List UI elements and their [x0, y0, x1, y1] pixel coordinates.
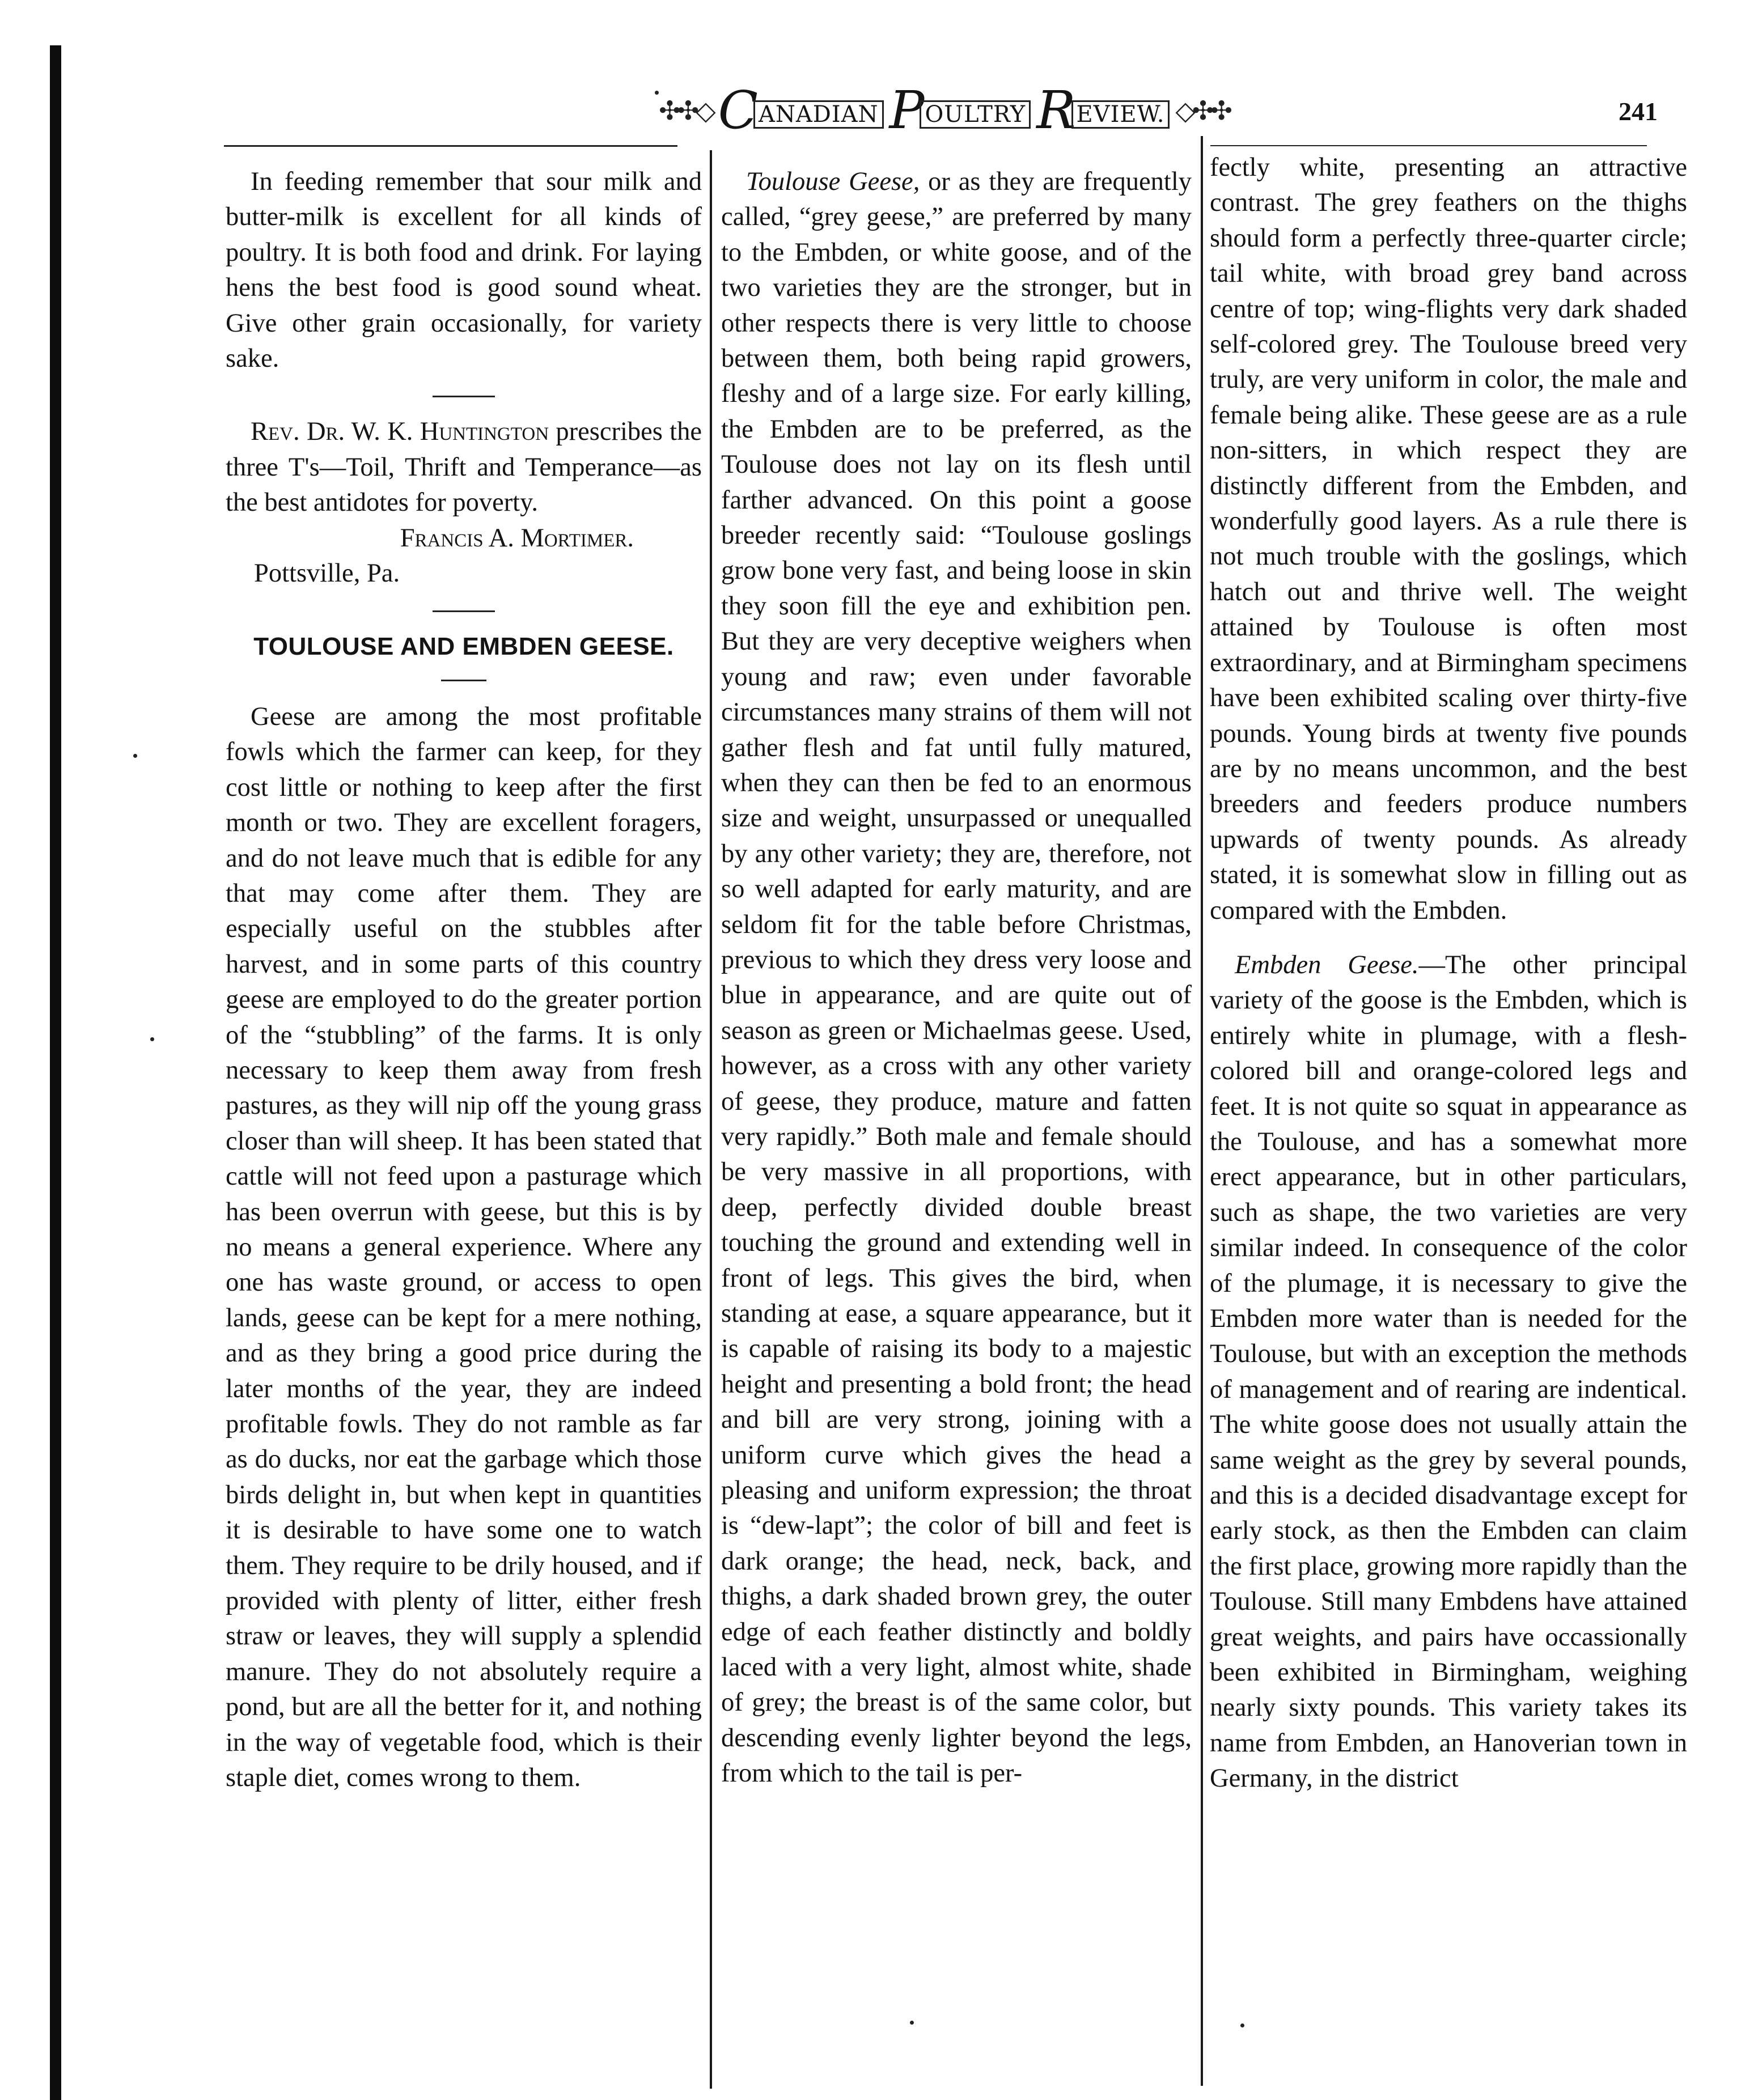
column-2: [721, 164, 1192, 1792]
separator-rule: [441, 680, 486, 681]
ink-speck: [910, 2021, 914, 2025]
paragraph-toulouse-continued: fectly white, presenting an attractive contrast. The grey feathers on the thighs should form a perfectly three-quarter circle; tail white, with broad grey band across centre of top; wing-flights very dark shaded self-colored grey. The Toulouse breed very truly, are very uniform in color, the male and female being alike. These geese are as a rule non-sitters, in which respect they are distinctly different from the Embden, and wonderfully good layers. As a rule there is not much trouble with the goslings, which hatch out and thrive well. The weight attained by Toulouse is often most extraordinary, and at Birmingham specimens have been exhibited scaling over thirty-five pounds. Young birds at twenty five pounds are by no means uncommon, and the best breeders and feeders produce numbers upwards of twenty pounds. As already stated, it is somewhat slow in filling out as compared with the Embden.: [1210, 153, 1687, 925]
ink-speck: [133, 754, 137, 758]
page-binding-edge: [50, 45, 61, 2100]
signature-place: Pottsville, Pa.: [254, 559, 400, 588]
signature-name: Francis A. Mortimer.: [400, 523, 634, 553]
page-number: 241: [1619, 97, 1658, 126]
header-rule-left: [224, 145, 677, 147]
header-rule-right: [1210, 145, 1647, 146]
ink-speck: [1240, 2023, 1244, 2027]
masthead-word-canadian: C ANADIAN: [718, 84, 884, 137]
run-in-heading: Toulouse Geese,: [746, 167, 920, 196]
separator-rule: [433, 610, 495, 612]
person-name: Rev. Dr. W. K. Huntington: [251, 417, 549, 447]
run-in-heading: Embden Geese.: [1235, 950, 1419, 979]
paragraph-toulouse-geese: Toulouse Geese, or as they are frequently called, “grey geese,” are preferred by many to the Embden, or white goose, and of the two varieties they are the stronger, but in other respects there is very little to choose between them, both being rapid growers, fleshy and of a large size. For early killing, the Embden are to be preferred, as the Toulouse does not lay on its flesh until farther advanced. On this point a goose breeder recently said: “Toulouse goslings grow bone very fast, and being loose in skin they soon fill the eye and exhibition pen. But they are very deceptive weighers when young and raw; even under favorable circumstances many strains of them will not gather flesh and fat until fully matured, when they can then be fed to an enormous size and weight, unsurpassed or unequalled by any other variety; they are, therefore, not so well adapted for early maturity, and are seldom fit for the table before Christmas, previous to which they dress very loose and blue in appearance, and are quite out of season as green or Michaelmas geese. Used, however, as a cross with any other variety of geese, they produce, mature and fatten very rapidly.” Both male and female should be very massive in all proportions, with deep, perfectly divided double breast touching the ground and extending well in front of legs. This gives the bird, when standing at ease, a square appearance, but it is capable of raising its body to a majestic height and presenting a bold front; the head and bill are very strong, joining with a uniform curve which gives the head a pleasing and uniform expression; the throat is “dew-lapt”; the color of bill and feet is dark orange; the head, neck, back, and thighs, a dark shaded brown grey, the outer edge of each feather distinctly and boldly laced with a very light, almost white, shade of grey; the breast is of the same color, but descending evenly lighter beyond the legs, from which to the tail is per-: [721, 167, 1192, 1788]
article-heading: TOULOUSE AND EMBDEN GEESE.: [253, 633, 674, 661]
column-divider-2: [1201, 136, 1203, 2086]
ink-speck: [150, 1037, 154, 1041]
ornament-left-icon: ✣✣◇: [659, 95, 713, 126]
paragraph-sour-milk: In feeding remember that sour milk and butter-milk is excellent for all kinds of poultry. It is both food and drink. For laying hens the best food is good sound wheat. Give other grain occasionally, for variety sake.: [226, 167, 702, 374]
paragraph-huntington: Rev. Dr. W. K. Huntington prescribes the three T's—Toil, Thrift and Temperance—as the best antidotes for poverty.: [226, 417, 702, 517]
separator-rule: [433, 396, 495, 397]
masthead: [659, 79, 1229, 142]
ink-speck: [655, 91, 659, 95]
paragraph-geese-profitable: Geese are among the most profitable fowls which the farmer can keep, for they cost little or nothing to keep after the first month or two. They are excellent foragers, and do not leave much that is edible for any that may come after them. They are especially useful on the stubbles after harvest, and in some parts of this country geese are employed to do the greater portion of the “stubbling” of the farms. It is only necessary to keep them away from fresh pastures, as they will nip off the young grass closer than will sheep. It has been stated that cattle will not feed upon a pasturage which has been overrun with geese, but this is by no means a general experience. Where any one has waste ground, or access to open lands, geese can be kept for a mere nothing, and as they bring a good price during the later months of the year, they are indeed profitable fowls. They do not ramble as far as do ducks, nor eat the garbage which those birds delight in, but when kept in quantities it is desirable to have some one to watch them. They require to be drily housed, and if provided with plenty of litter, either fresh straw or leaves, they will supply a splendid manure. They do not absolutely require a pond, but are all the better for it, and nothing in the way of vegetable food, which is their staple diet, comes wrong to them.: [226, 702, 702, 1793]
column-divider-1: [710, 150, 712, 2089]
ornament-right-icon: ◇✣✣: [1175, 95, 1229, 126]
paragraph-embden-geese: Embden Geese.—The other principal variety of the goose is the Embden, which is entirely white in plumage, with a flesh-colored bill and orange-colored legs and feet. It is not quite so squat in appearance as the Toulouse, and has a somewhat more erect appearance, but in other particulars, such as shape, the two varieties are very similar indeed. In consequence of the color of the plumage, it is necessary to give the Embden more water than is needed for the Toulouse, but with an exception the methods of management and of rearing are indentical. The white goose does not usually attain the same weight as the grey by several pounds, and this is a decided disadvantage except for early stock, as then the Embden can claim the first place, growing more rapidly than the Toulouse. Still many Embdens have attained great weights, and pairs have occassionally been exhibited in Birmingham, weighing nearly sixty pounds. This variety takes its name from Embden, an Hanoverian town in Germany, in the district: [1210, 950, 1688, 1793]
masthead-word-review: R EVIEW.: [1036, 84, 1170, 137]
masthead-word-poultry: P OULTRY: [889, 84, 1031, 137]
column-3: [1210, 150, 1687, 1797]
column-1: [226, 164, 702, 1796]
